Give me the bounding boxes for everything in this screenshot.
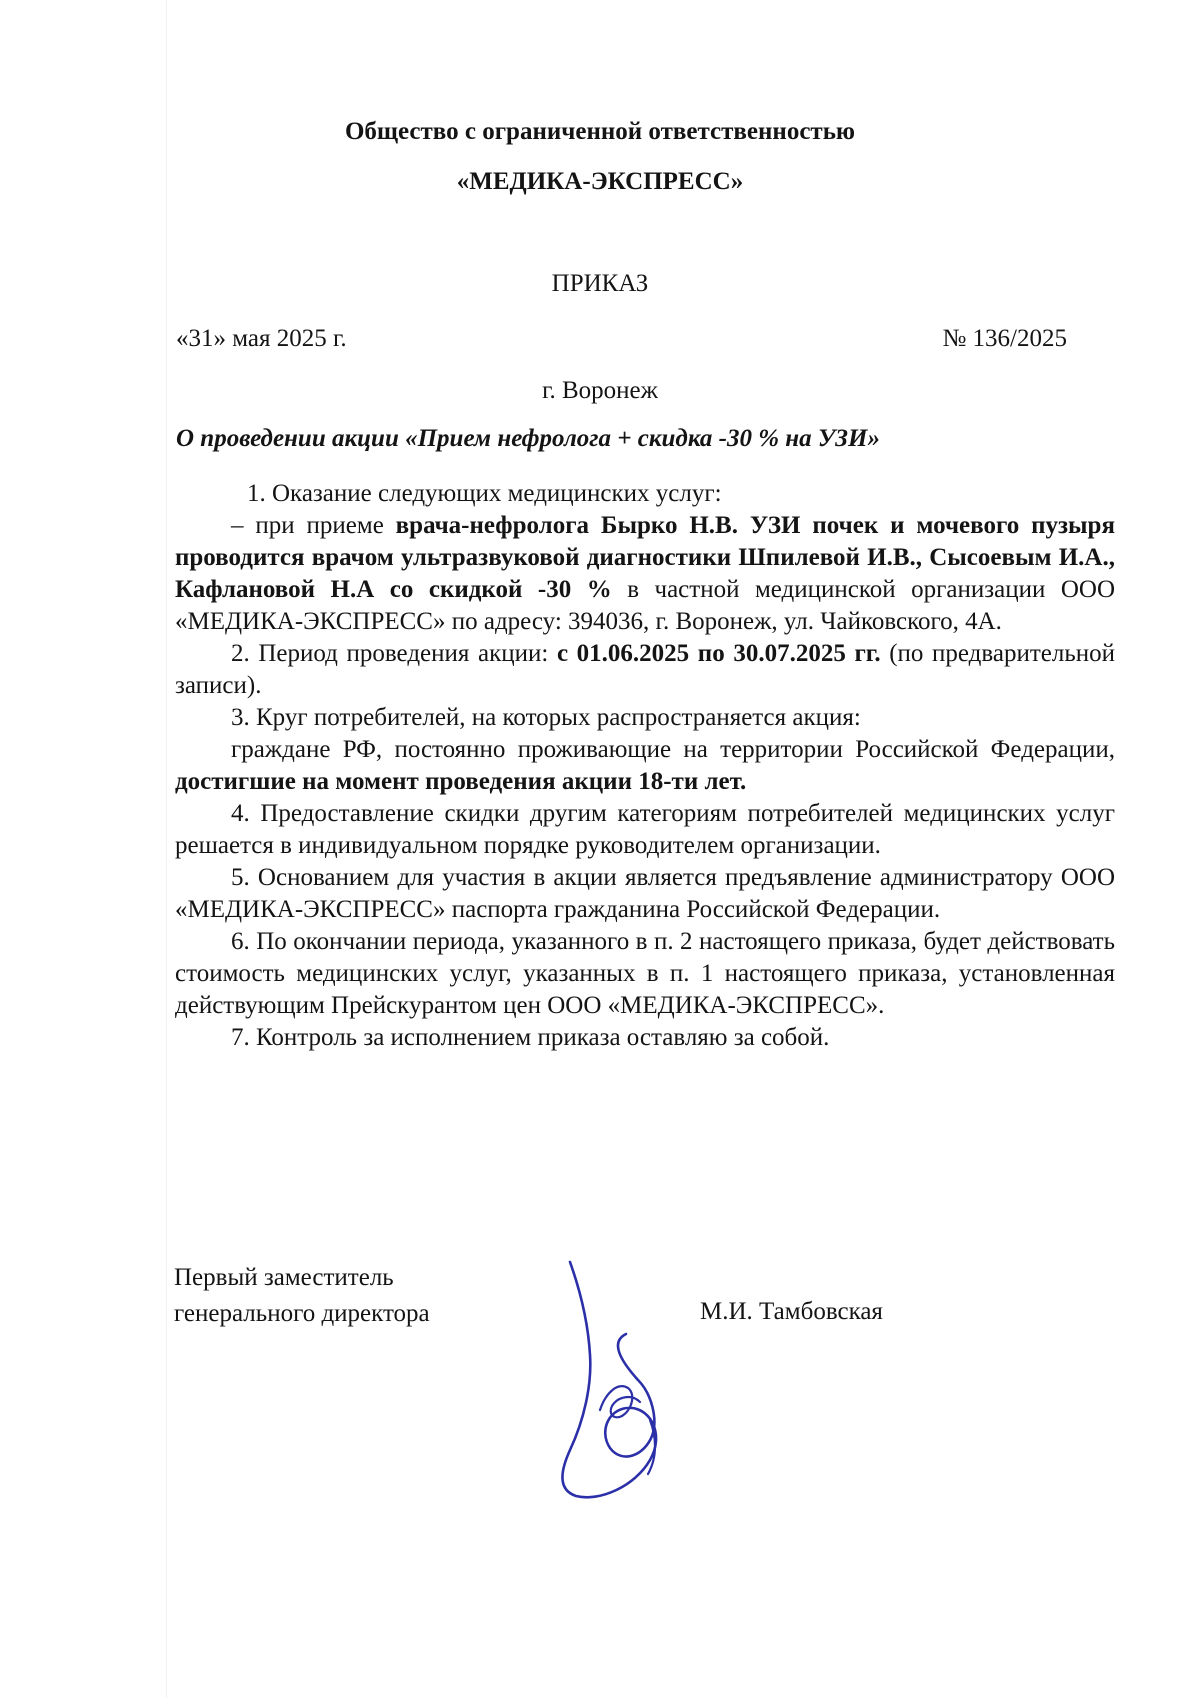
item-3-intro: 3. Круг потребителей, на которых распространяется акция:: [231, 704, 861, 731]
item-1-text-start: – при приеме: [231, 512, 396, 539]
item-3-text: [175, 734, 1115, 798]
item-6-text: 6. По окончании периода, указанного в п. 2 настоящего приказа, будет действовать стоимость медицинских услуг, указанных в п. 1 настоящего приказа, установленная действующим Прейскурантом цен ООО «МЕДИКА-ЭКСПРЕСС».: [175, 928, 1115, 1019]
org-type: Общество с ограниченной ответственностью: [344, 118, 856, 145]
document-type: ПРИКАЗ: [551, 270, 649, 297]
signatory-name: М.И. Тамбовская: [700, 1298, 883, 1325]
position-line-2: генерального директора: [174, 1300, 430, 1327]
item-2-text-end: (по предварительной записи).: [175, 640, 1116, 699]
company-name: «МЕДИКА-ЭКСПРЕСС»: [456, 168, 744, 195]
scan-edge-line: [166, 0, 167, 1698]
item-7-text: 7. Контроль за исполнением приказа оставляю за собой.: [231, 1024, 830, 1051]
item-2-text: [175, 638, 1115, 702]
signatory-position: [174, 1260, 430, 1332]
signature-stroke-main: [562, 1262, 656, 1497]
item-2-period: с 01.06.2025 по 30.07.2025 гг.: [556, 640, 881, 667]
item-5-text: 5. Основанием для участия в акции является предъявление администратору ООО «МЕДИКА-ЭКСПРЕСС» паспорта гражданина Российской Федерации.: [175, 864, 1115, 923]
document-date: «31» мая 2025 г.: [176, 325, 347, 352]
item-1-intro: 1. Оказание следующих медицинских услуг:: [247, 480, 722, 507]
document-body: [175, 478, 1115, 1054]
item-1-text-bold: врача-нефролога Бырко Н.В. УЗИ почек и мочевого пузыря проводится врачом ультразвуковой диагностики Шпилевой И.В., Сысоевым И.А., Кафлановой Н.А со скидкой -30 %: [175, 512, 1115, 603]
document-number: № 136/2025: [942, 325, 1067, 352]
document-city: г. Воронеж: [542, 377, 658, 404]
document-subject: О проведении акции «Прием нефролога + скидка -30 % на УЗИ»: [176, 425, 880, 452]
item-1-text-end: в частной медицинской организации ООО «МЕДИКА-ЭКСПРЕСС» по адресу: 394036, г. Воронеж, ул. Чайковского, 4А.: [175, 576, 1115, 635]
position-line-1: Первый заместитель: [174, 1264, 394, 1291]
signature-stroke-loop: [600, 1386, 640, 1417]
handwritten-signature: [540, 1260, 710, 1500]
item-4-text: 4. Предоставление скидки другим категориям потребителей медицинских услуг решается в индивидуальном порядке руководителем организации.: [175, 800, 1115, 859]
item-3-text-bold: достигшие на момент проведения акции 18-ти лет.: [175, 768, 747, 795]
item-1-text: [175, 510, 1115, 638]
item-2-text-start: 2. Период проведения акции:: [231, 640, 557, 667]
item-3-text-start: граждане РФ, постоянно проживающие на территории Российской Федерации,: [231, 736, 1115, 763]
